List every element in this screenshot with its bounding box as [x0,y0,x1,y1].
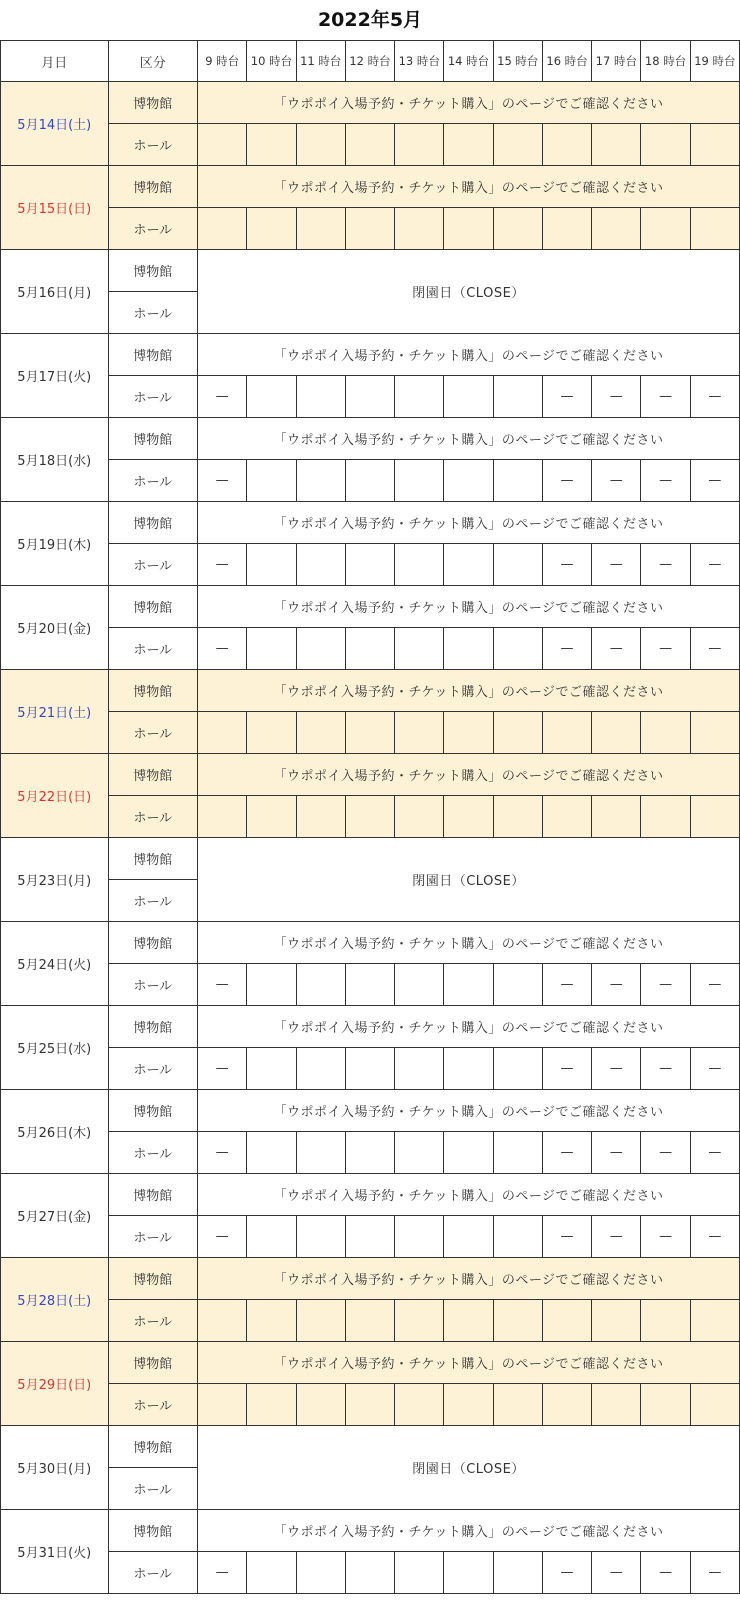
hall-slot-cell: — [592,1048,641,1090]
date-cell: 5月23日(月) [1,838,109,922]
hall-slot-cell [542,208,591,250]
museum-row [1,754,740,796]
hall-slot-cell [641,124,690,166]
hall-slot-cell [296,1216,345,1258]
hall-slot-cell [345,376,394,418]
hall-row [1,628,740,670]
hall-slot-cell [444,628,493,670]
category-hall: ホール [108,1216,197,1258]
category-hall: ホール [108,1300,197,1342]
hall-slot-cell: — [542,1048,591,1090]
header-hour: 13 時台 [395,41,444,82]
category-hall: ホール [108,712,197,754]
date-cell: 5月14日(土) [1,82,109,166]
closed-cell: 閉園日（CLOSE） [198,838,740,922]
hall-row [1,1216,740,1258]
header-hour: 9 時台 [198,41,247,82]
hall-slot-cell [641,208,690,250]
hall-slot-cell [247,1384,296,1426]
hall-slot-cell [493,964,542,1006]
hall-slot-cell [592,796,641,838]
hall-slot-cell: — [198,376,247,418]
hall-slot-cell [395,1300,444,1342]
schedule-body [1,82,740,1594]
hall-slot-cell: — [198,1048,247,1090]
hall-row [1,376,740,418]
hall-slot-cell [444,124,493,166]
date-cell: 5月21日(土) [1,670,109,754]
date-cell: 5月30日(月) [1,1426,109,1510]
hall-slot-cell [395,1384,444,1426]
hall-slot-cell [395,208,444,250]
hall-slot-cell: — [690,964,739,1006]
museum-row [1,1090,740,1132]
museum-row [1,1006,740,1048]
hall-slot-cell [542,796,591,838]
header-hour: 17 時台 [592,41,641,82]
header-hour: 19 時台 [690,41,739,82]
hall-slot-cell [493,796,542,838]
hall-slot-cell [395,712,444,754]
hall-slot-cell [296,208,345,250]
hall-slot-cell [395,964,444,1006]
hall-slot-cell: — [592,1132,641,1174]
closed-cell: 閉園日（CLOSE） [198,1426,740,1510]
hall-slot-cell [592,124,641,166]
museum-row [1,82,740,124]
hall-slot-cell [592,712,641,754]
hall-slot-cell [493,628,542,670]
category-hall: ホール [108,628,197,670]
category-hall: ホール [108,1384,197,1426]
hall-slot-cell [493,1216,542,1258]
hall-slot-cell [542,124,591,166]
museum-row [1,502,740,544]
hall-slot-cell: — [641,1048,690,1090]
hall-slot-cell [493,1048,542,1090]
museum-row [1,334,740,376]
hall-slot-cell [345,964,394,1006]
hall-slot-cell [198,208,247,250]
hall-slot-cell [296,460,345,502]
hall-slot-cell: — [542,460,591,502]
hall-row [1,460,740,502]
hall-slot-cell [493,460,542,502]
hall-slot-cell: — [641,628,690,670]
hall-slot-cell [444,964,493,1006]
category-museum: 博物館 [108,670,197,712]
hall-slot-cell [345,628,394,670]
hall-slot-cell [542,1384,591,1426]
category-museum: 博物館 [108,1258,197,1300]
date-cell: 5月18日(水) [1,418,109,502]
hall-slot-cell [690,208,739,250]
hall-slot-cell [444,376,493,418]
category-hall: ホール [108,292,197,334]
notice-cell: 「ウポポイ入場予約・チケット購入」のページでご確認ください [198,334,740,376]
hall-slot-cell [395,1048,444,1090]
hall-slot-cell [247,628,296,670]
hall-slot-cell [296,376,345,418]
hall-slot-cell [198,124,247,166]
hall-slot-cell [198,712,247,754]
category-hall: ホール [108,1048,197,1090]
category-museum: 博物館 [108,586,197,628]
hall-slot-cell [493,1552,542,1594]
hall-slot-cell [444,208,493,250]
hall-slot-cell: — [641,544,690,586]
hall-slot-cell [493,376,542,418]
category-museum: 博物館 [108,1006,197,1048]
header-hour: 14 時台 [444,41,493,82]
hall-slot-cell [395,1216,444,1258]
closed-cell: 閉園日（CLOSE） [198,250,740,334]
hall-slot-cell: — [198,460,247,502]
hall-row [1,1384,740,1426]
notice-cell: 「ウポポイ入場予約・チケット購入」のページでご確認ください [198,1090,740,1132]
hall-slot-cell: — [198,964,247,1006]
hall-slot-cell: — [690,1552,739,1594]
header-hour: 10 時台 [247,41,296,82]
hall-slot-cell [493,1132,542,1174]
hall-slot-cell [690,1384,739,1426]
category-hall: ホール [108,880,197,922]
hall-slot-cell [345,544,394,586]
hall-slot-cell: — [690,628,739,670]
hall-slot-cell [296,1048,345,1090]
category-museum: 博物館 [108,1090,197,1132]
hall-slot-cell [247,1132,296,1174]
hall-slot-cell: — [592,964,641,1006]
hall-slot-cell: — [641,1552,690,1594]
header-hour: 11 時台 [296,41,345,82]
museum-row [1,166,740,208]
hall-slot-cell [296,1132,345,1174]
date-cell: 5月22日(日) [1,754,109,838]
hall-row [1,796,740,838]
hall-slot-cell: — [592,1216,641,1258]
hall-slot-cell [444,544,493,586]
category-hall: ホール [108,460,197,502]
hall-slot-cell [345,1132,394,1174]
hall-slot-cell [296,628,345,670]
category-museum: 博物館 [108,754,197,796]
category-hall: ホール [108,544,197,586]
date-cell: 5月15日(日) [1,166,109,250]
hall-slot-cell [247,460,296,502]
category-hall: ホール [108,796,197,838]
hall-slot-cell: — [542,1132,591,1174]
hall-slot-cell [345,124,394,166]
hall-slot-cell [641,1384,690,1426]
hall-slot-cell [592,1300,641,1342]
hall-slot-cell [690,1300,739,1342]
hall-slot-cell [592,1384,641,1426]
hall-slot-cell [345,796,394,838]
hall-slot-cell: — [641,376,690,418]
hall-slot-cell [493,544,542,586]
museum-row [1,418,740,460]
date-cell: 5月29日(日) [1,1342,109,1426]
hall-row [1,124,740,166]
category-museum: 博物館 [108,1174,197,1216]
date-cell: 5月17日(火) [1,334,109,418]
date-cell: 5月28日(土) [1,1258,109,1342]
header-hour: 12 時台 [345,41,394,82]
hall-slot-cell: — [641,460,690,502]
notice-cell: 「ウポポイ入場予約・チケット購入」のページでご確認ください [198,418,740,460]
hall-slot-cell [542,1300,591,1342]
hall-slot-cell [444,460,493,502]
header-category: 区分 [108,41,197,82]
hall-slot-cell [247,964,296,1006]
hall-slot-cell: — [198,544,247,586]
date-cell: 5月20日(金) [1,586,109,670]
hall-slot-cell [444,1132,493,1174]
hall-slot-cell [345,208,394,250]
notice-cell: 「ウポポイ入場予約・チケット購入」のページでご確認ください [198,754,740,796]
hall-slot-cell [296,712,345,754]
category-hall: ホール [108,1468,197,1510]
notice-cell: 「ウポポイ入場予約・チケット購入」のページでご確認ください [198,670,740,712]
notice-cell: 「ウポポイ入場予約・チケット購入」のページでご確認ください [198,1510,740,1552]
category-hall: ホール [108,964,197,1006]
notice-cell: 「ウポポイ入場予約・チケット購入」のページでご確認ください [198,1342,740,1384]
hall-slot-cell [493,208,542,250]
hall-slot-cell [198,796,247,838]
category-hall: ホール [108,124,197,166]
hall-slot-cell [296,796,345,838]
hall-slot-cell [247,1048,296,1090]
hall-slot-cell [296,964,345,1006]
category-museum: 博物館 [108,418,197,460]
hall-slot-cell [296,1552,345,1594]
header-date: 月日 [1,41,109,82]
notice-cell: 「ウポポイ入場予約・チケット購入」のページでご確認ください [198,1258,740,1300]
category-museum: 博物館 [108,1426,197,1468]
header-hour: 18 時台 [641,41,690,82]
hall-slot-cell: — [198,1132,247,1174]
museum-row [1,1174,740,1216]
category-hall: ホール [108,208,197,250]
hall-slot-cell [345,1216,394,1258]
category-museum: 博物館 [108,838,197,880]
header-row [1,41,740,82]
hall-slot-cell [247,1300,296,1342]
hall-slot-cell: — [641,1132,690,1174]
hall-slot-cell [641,1300,690,1342]
notice-cell: 「ウポポイ入場予約・チケット購入」のページでご確認ください [198,1174,740,1216]
hall-row [1,544,740,586]
hall-slot-cell: — [641,1216,690,1258]
hall-slot-cell [345,1300,394,1342]
category-museum: 博物館 [108,82,197,124]
hall-row [1,1552,740,1594]
header-hour: 16 時台 [542,41,591,82]
hall-row [1,712,740,754]
hall-slot-cell [198,1300,247,1342]
hall-slot-cell: — [542,376,591,418]
hall-slot-cell [493,712,542,754]
hall-slot-cell: — [641,964,690,1006]
notice-cell: 「ウポポイ入場予約・チケット購入」のページでご確認ください [198,586,740,628]
hall-slot-cell: — [690,1216,739,1258]
category-museum: 博物館 [108,502,197,544]
museum-row [1,1342,740,1384]
date-cell: 5月24日(火) [1,922,109,1006]
hall-slot-cell [444,1552,493,1594]
hall-slot-cell: — [198,628,247,670]
hall-row [1,964,740,1006]
date-cell: 5月26日(木) [1,1090,109,1174]
category-museum: 博物館 [108,1342,197,1384]
hall-slot-cell [247,376,296,418]
notice-cell: 「ウポポイ入場予約・チケット購入」のページでご確認ください [198,1006,740,1048]
hall-slot-cell [296,1300,345,1342]
hall-slot-cell [296,124,345,166]
hall-slot-cell: — [592,376,641,418]
hall-slot-cell: — [690,544,739,586]
date-cell: 5月27日(金) [1,1174,109,1258]
hall-slot-cell: — [690,1048,739,1090]
hall-slot-cell: — [198,1216,247,1258]
hall-slot-cell [296,1384,345,1426]
hall-slot-cell [395,124,444,166]
hall-slot-cell [592,208,641,250]
category-museum: 博物館 [108,922,197,964]
hall-slot-cell [493,1384,542,1426]
notice-cell: 「ウポポイ入場予約・チケット購入」のページでご確認ください [198,82,740,124]
hall-slot-cell [542,712,591,754]
category-museum: 博物館 [108,334,197,376]
category-hall: ホール [108,1552,197,1594]
header-hour: 15 時台 [493,41,542,82]
hall-slot-cell [395,1552,444,1594]
museum-row [1,838,740,880]
hall-slot-cell [395,796,444,838]
hall-slot-cell [247,124,296,166]
hall-slot-cell: — [690,376,739,418]
date-cell: 5月19日(木) [1,502,109,586]
hall-slot-cell: — [592,544,641,586]
hall-slot-cell [296,544,345,586]
date-cell: 5月25日(水) [1,1006,109,1090]
category-museum: 博物館 [108,1510,197,1552]
hall-slot-cell: — [542,964,591,1006]
hall-slot-cell [345,1384,394,1426]
museum-row [1,1258,740,1300]
hall-slot-cell: — [542,1552,591,1594]
hall-slot-cell: — [690,460,739,502]
hall-slot-cell [395,460,444,502]
hall-slot-cell [444,1216,493,1258]
hall-slot-cell [690,796,739,838]
hall-slot-cell: — [542,544,591,586]
hall-slot-cell [345,460,394,502]
museum-row [1,670,740,712]
hall-slot-cell [198,1384,247,1426]
museum-row [1,1510,740,1552]
hall-slot-cell [345,1048,394,1090]
schedule-table [0,40,740,1594]
hall-slot-cell [444,1300,493,1342]
hall-row [1,1300,740,1342]
hall-slot-cell: — [592,628,641,670]
hall-slot-cell [641,712,690,754]
hall-slot-cell: — [542,628,591,670]
page-title: 2022年5月 [317,9,423,31]
hall-slot-cell: — [592,1552,641,1594]
hall-slot-cell [247,1552,296,1594]
hall-slot-cell [247,796,296,838]
category-hall: ホール [108,1132,197,1174]
hall-slot-cell [247,1216,296,1258]
hall-slot-cell [444,796,493,838]
hall-slot-cell [395,1132,444,1174]
date-cell: 5月16日(月) [1,250,109,334]
hall-slot-cell [444,712,493,754]
hall-slot-cell [395,628,444,670]
notice-cell: 「ウポポイ入場予約・チケット購入」のページでご確認ください [198,166,740,208]
hall-slot-cell [493,124,542,166]
hall-slot-cell [247,712,296,754]
hall-slot-cell [247,208,296,250]
hall-slot-cell [345,712,394,754]
date-cell: 5月31日(火) [1,1510,109,1594]
hall-slot-cell [690,712,739,754]
museum-row [1,1426,740,1468]
hall-slot-cell [395,376,444,418]
hall-row [1,208,740,250]
notice-cell: 「ウポポイ入場予約・チケット購入」のページでご確認ください [198,922,740,964]
category-hall: ホール [108,376,197,418]
category-museum: 博物館 [108,250,197,292]
museum-row [1,250,740,292]
hall-slot-cell [247,544,296,586]
hall-slot-cell [444,1048,493,1090]
hall-slot-cell: — [542,1216,591,1258]
hall-row [1,1048,740,1090]
hall-row [1,1132,740,1174]
museum-row [1,922,740,964]
hall-slot-cell: — [198,1552,247,1594]
hall-slot-cell [641,796,690,838]
hall-slot-cell [395,544,444,586]
hall-slot-cell [493,1300,542,1342]
hall-slot-cell: — [592,460,641,502]
hall-slot-cell: — [690,1132,739,1174]
hall-slot-cell [345,1552,394,1594]
museum-row [1,586,740,628]
notice-cell: 「ウポポイ入場予約・チケット購入」のページでご確認ください [198,502,740,544]
hall-slot-cell [690,124,739,166]
hall-slot-cell [444,1384,493,1426]
category-museum: 博物館 [108,166,197,208]
